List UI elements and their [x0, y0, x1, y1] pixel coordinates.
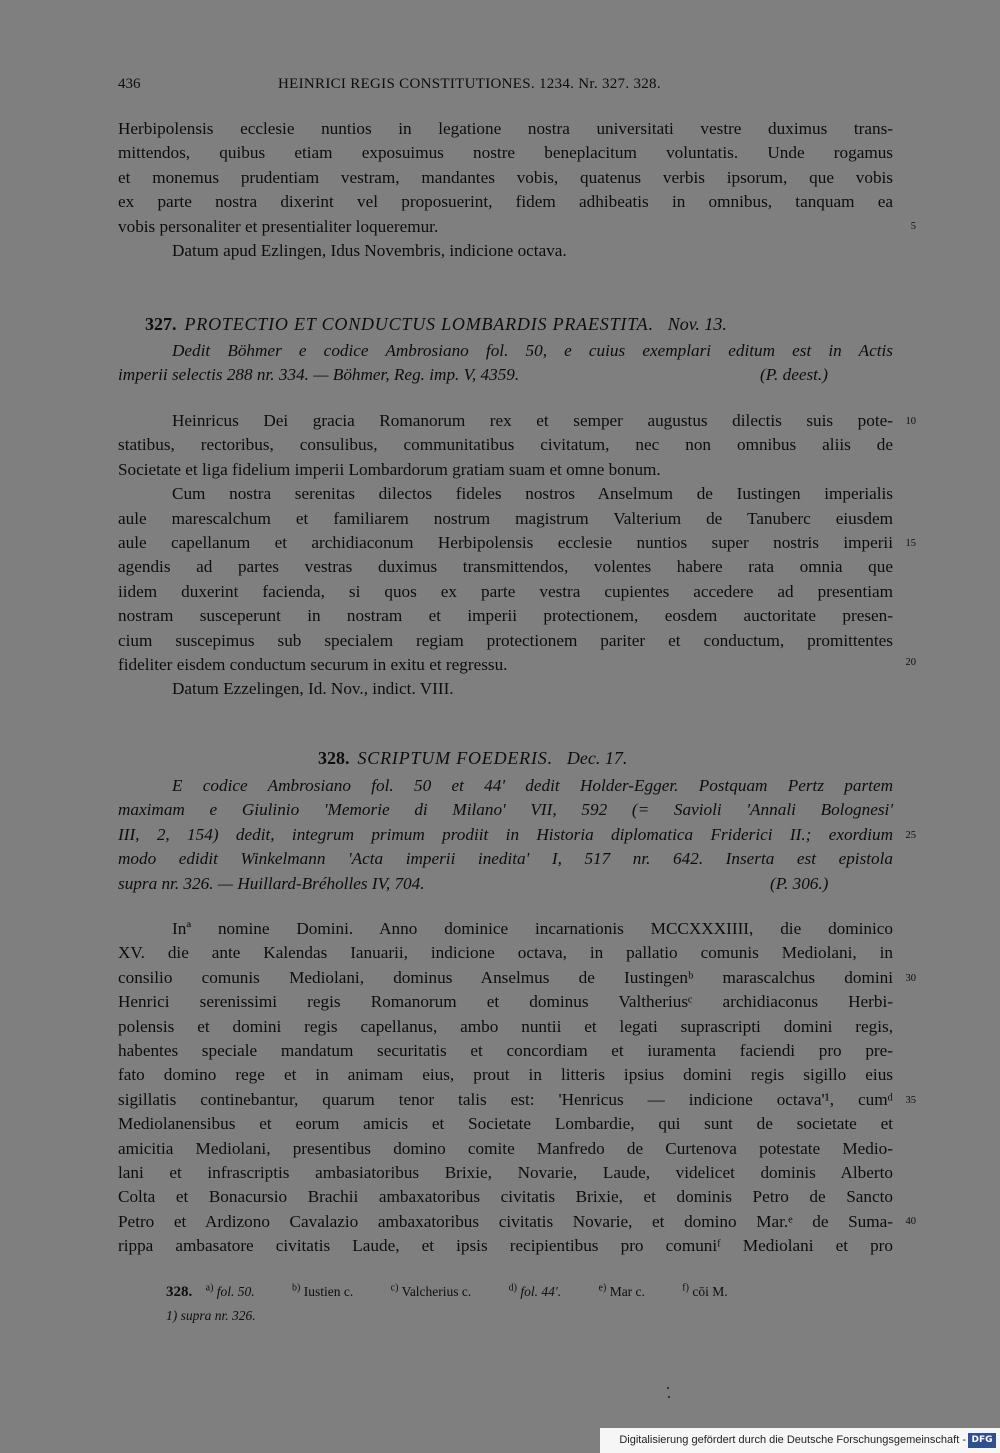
- text-line: mittendos, quibus etiam exposuimus nostre beneplacitum voluntatis. Unde rogamus: [118, 143, 893, 163]
- text-line: consilio comunis Mediolani, dominus Anselmus de Iustingenᵇ marascalchus domini: [118, 967, 893, 987]
- doc-328-number: 328.: [318, 748, 350, 768]
- text-line: amicitia Mediolani, presentibus domino comite Manfredo de Curtenova potestate Medio-: [118, 1138, 893, 1158]
- doc-328-title: SCRIPTUM FOEDERIS.: [357, 748, 553, 768]
- doc-327-source: [118, 339, 893, 388]
- footnote-doc-number: 328.: [166, 1283, 193, 1300]
- source-line: III, 2, 154) dedit, integrum primum prodiit in Historia diplomatica Friderici II.; exordium: [118, 824, 893, 844]
- text-line: rippa ambasatore civitatis Laude, et ipsis recipientibus pro comuniᶠ Mediolani et pro: [118, 1236, 893, 1256]
- doc-328-source: [118, 774, 893, 896]
- text-line: nostram susceperunt in nostram et imperii protectionem, eosdem auctoritate presen-: [118, 606, 893, 626]
- intro-text: [118, 117, 893, 263]
- text-line: fideliter eisdem conductum securum in exitu et regressu.: [118, 654, 508, 674]
- margin-line-number: 40: [905, 1216, 916, 1227]
- source-line: E codice Ambrosiano fol. 50 et 44' dedit Holder-Egger. Postquam Pertz partem: [172, 776, 893, 795]
- text-line: Herbipolensis ecclesie nuntios in legatione nostra universitati vestre duximus trans-: [118, 119, 893, 138]
- footnote-item: [292, 1284, 353, 1299]
- dfg-logo: DFG: [968, 1433, 996, 1448]
- source-line: [118, 872, 893, 896]
- text-line: cium suscepimus sub specialem regiam protectionem pariter et conductum, promittentes: [118, 630, 893, 650]
- footnote-mark: c): [390, 1282, 399, 1293]
- text-line: Petro et Ardizono Cavalazio ambaxatoribus civitatis Novarie, et domino Mar.ᵉ de Suma-: [118, 1211, 893, 1231]
- margin-line-number: 30: [905, 973, 916, 984]
- footnote-mark: b): [292, 1282, 301, 1293]
- text-line: polensis et domini regis capellanus, ambo nuntii et legati suprascripti domini regis,: [118, 1016, 893, 1036]
- datum-line: Datum Ezzelingen, Id. Nov., indict. VIII.: [172, 679, 454, 699]
- footnote-row: [166, 1276, 762, 1304]
- text-line: lani et infrascriptis ambasiatoribus Brixie, Novarie, Laude, videlicet dominis Alberto: [118, 1162, 893, 1182]
- source-line: Dedit Böhmer e codice Ambrosiano fol. 50, e cuius exemplari editum est in Actis: [172, 341, 893, 360]
- text-line: statibus, rectoribus, consulibus, communitatibus civitatum, nec non omnibus aliis de: [118, 435, 893, 455]
- footer-text: Digitalisierung gefördert durch die Deutsche Forschungsgemeinschaft -: [619, 1434, 966, 1446]
- footnote-text: cōi M.: [692, 1283, 728, 1299]
- doc-327-title: PROTECTIO ET CONDUCTUS LOMBARDIS PRAESTITA.: [184, 314, 654, 334]
- text-line: aule marescalchum et familiarem nostrum magistrum Valterium de Tanuberc eiusdem: [118, 508, 893, 528]
- margin-line-number: 15: [905, 538, 916, 549]
- text-line: Henrici serenissimi regis Romanorum et dominus Valtheriusᶜ archidiaconus Herbi-: [118, 992, 893, 1012]
- scan-speck: [667, 1387, 669, 1389]
- footnote-text: Iustien c.: [303, 1283, 354, 1299]
- footnote-mark: f): [682, 1282, 689, 1293]
- doc-328-heading: [318, 745, 627, 771]
- text-line: Inª nomine Domini. Anno dominice incarnationis MCCXXXIIII, die dominico: [172, 919, 893, 938]
- source-line: modo edidit Winkelmann 'Acta imperii inedita' I, 517 nr. 642. Inserta est epistola: [118, 849, 893, 869]
- footnote-text: fol. 50.: [216, 1283, 255, 1299]
- page-header: [118, 76, 893, 100]
- text-line: Colta et Bonacursio Brachii ambaxatoribus civitatis Brixie, et dominis Petro de Sancto: [118, 1187, 893, 1207]
- footnote-text: Valcherius c.: [401, 1283, 472, 1299]
- text-line: agendis ad partes vestras duximus transmittendos, volentes habere rata omnia que: [118, 557, 893, 577]
- margin-line-number: 25: [905, 830, 916, 841]
- margin-line-number: 10: [905, 416, 916, 427]
- doc-327-date: Nov. 13.: [667, 314, 727, 334]
- footnote-item: [509, 1284, 561, 1299]
- footnote-item: [391, 1284, 472, 1299]
- footnote-mark: e): [598, 1282, 607, 1293]
- doc-328-date: Dec. 17.: [566, 748, 628, 768]
- text-line: iidem duxerint facienda, si quos ex parte vestra cupientes accedere ad presentiam: [118, 581, 893, 601]
- source-line: [118, 363, 893, 387]
- source-reference: (P. deest.): [760, 365, 828, 385]
- datum-line: Datum apud Ezlingen, Idus Novembris, indicione octava.: [172, 240, 567, 260]
- text-line: habentes speciale mandatum securitatis et concordiam et iuramenta faciendi pro pre-: [118, 1040, 893, 1060]
- text-line: Heinricus Dei gracia Romanorum rex et semper augustus dilectis suis pote-: [172, 411, 893, 430]
- text-line: Mediolanensibus et eorum amicis et Societate Lombardie, qui sunt de societate et: [118, 1114, 893, 1134]
- doc-327-text: [118, 409, 893, 702]
- text-line: et monemus prudentiam vestram, mandantes vobis, quatenus verbis ipsorum, que vobis: [118, 167, 893, 187]
- margin-line-number: 20: [905, 657, 916, 668]
- margin-line-number: 5: [910, 221, 916, 232]
- running-head: HEINRICI REGIS CONSTITUTIONES. 1234. Nr. 327. 328.: [278, 76, 661, 92]
- footnote-text: Mar c.: [609, 1283, 645, 1299]
- text-line: fato domino rege et in animam eius, prout in litteris ipsius domini regis sigillo eius: [118, 1065, 893, 1085]
- footnote-text: fol. 44'.: [520, 1283, 562, 1299]
- text-line: Societate et liga fidelium imperii Lombardorum gratiam suam et omne bonum.: [118, 459, 661, 479]
- doc-327-number: 327.: [145, 314, 177, 334]
- digitization-footer: [600, 1428, 1000, 1453]
- footnote-numbered: 1) supra nr. 326.: [166, 1308, 256, 1323]
- text-line: aule capellanum et archidiaconum Herbipolensis ecclesie nuntios super nostris imperii: [118, 532, 893, 552]
- doc-328-text: [118, 917, 893, 1258]
- page-number: 436: [118, 76, 141, 92]
- footnote-item: [206, 1284, 255, 1299]
- text-line: sigillatis continebantur, quarum tenor talis est: 'Henricus — indicione octava'¹, cumᵈ: [118, 1089, 893, 1109]
- footnote-mark: d): [508, 1282, 518, 1293]
- source-line-text: supra nr. 326. — Huillard-Bréholles IV, 704.: [118, 873, 425, 893]
- text-line: Cum nostra serenitas dilectos fideles nostros Anselmum de Iustingen imperialis: [172, 484, 893, 504]
- footnote-mark: a): [205, 1282, 214, 1293]
- source-line: maximam e Giulinio 'Memorie di Milano' VII, 592 (= Savioli 'Annali Bolognesi': [118, 800, 893, 820]
- margin-line-number: 35: [905, 1095, 916, 1106]
- source-line-text: imperii selectis 288 nr. 334. — Böhmer, Reg. imp. V, 4359.: [118, 365, 520, 385]
- doc-327-heading: [145, 311, 727, 337]
- scan-speck: [668, 1396, 670, 1398]
- text-line: vobis personaliter et presentialiter loqueremur.: [118, 216, 439, 236]
- text-line: XV. die ante Kalendas Ianuarii, indicione octava, in pallatio comunis Mediolani, in: [118, 943, 893, 963]
- text-line: ex parte nostra dixerint vel proposuerint, fidem adhibeatis in omnibus, tanquam ea: [118, 192, 893, 212]
- footnote-item: [682, 1284, 727, 1299]
- footnotes: [166, 1276, 762, 1332]
- footnote-item: [599, 1284, 645, 1299]
- source-reference: (P. 306.): [770, 873, 829, 893]
